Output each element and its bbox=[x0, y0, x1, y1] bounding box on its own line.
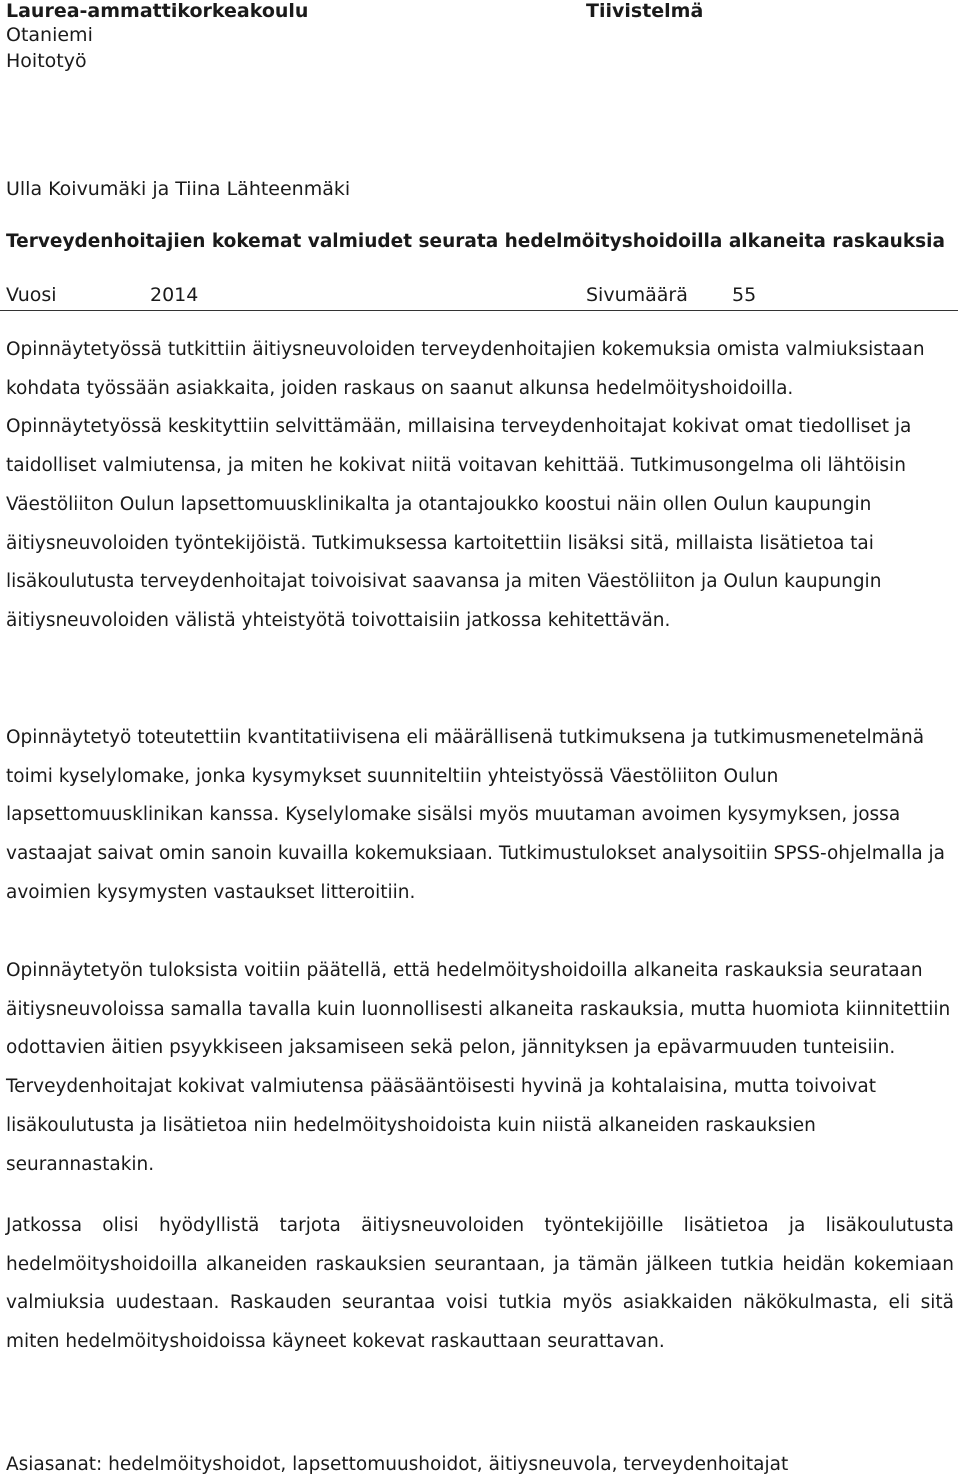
pages-label: Sivumäärä bbox=[586, 284, 688, 306]
year-label: Vuosi bbox=[6, 284, 57, 306]
abstract-paragraph-1: Opinnäytetyössä tutkittiin äitiysneuvoloiden terveydenhoitajien kokemuksia omista valmiuksistaan kohdata työssään asiakkaita, joiden raskaus on saanut alkunsa hedelmöityshoidoilla. Opinnäytetyössä keskityttiin selvittämään, millaisina terveydenhoitajat kokivat omat tiedolliset ja taidolliset valmiutensa, ja miten he kokivat niitä voitavan kehittää. Tutkimusongelma oli lähtöisin Väestöliiton Oulun lapsettomuusklinikalta ja otantajoukko koostui näin ollen Oulun kaupungin äitiysneuvoloiden työntekijöistä. Tutkimuksessa kartoitettiin lisäksi sitä, millaista lisätietoa tai lisäkoulutusta terveydenhoitajat toivoisivat saavansa ja miten Väestöliiton ja Oulun kaupungin äitiysneuvoloiden välistä yhteistyötä toivottaisiin jatkossa kehitettävän. bbox=[6, 339, 925, 631]
divider-line bbox=[0, 310, 958, 311]
institution-name: Laurea-ammattikorkeakoulu bbox=[6, 0, 309, 22]
keywords: Asiasanat: hedelmöityshoidot, lapsettomuushoidot, äitiysneuvola, terveydenhoitajat bbox=[6, 1454, 789, 1475]
campus-name: Otaniemi bbox=[6, 24, 93, 46]
thesis-title: Terveydenhoitajien kokemat valmiudet seurata hedelmöityshoidoilla alkaneita raskauksia bbox=[6, 231, 945, 252]
pages-value: 55 bbox=[732, 284, 757, 306]
authors: Ulla Koivumäki ja Tiina Lähteenmäki bbox=[6, 178, 351, 200]
document-type: Tiivistelmä bbox=[586, 0, 704, 22]
abstract-paragraph-4: Jatkossa olisi hyödyllistä tarjota äitiysneuvoloiden työntekijöille lisätietoa ja lisäkoulutusta hedelmöityshoidoilla alkaneiden raskauksien seurantaan, ja tämän jälkeen tutkia heidän kokemiaan valmiuksia uudestaan. Raskauden seurantaa voisi tutkia myös asiakkaiden näkökulmasta, eli sitä miten hedelmöityshoidoissa käyneet kokevat raskauttaan seurattavan. bbox=[6, 1215, 954, 1353]
abstract-paragraph-2: Opinnäytetyö toteutettiin kvantitatiivisena eli määrällisenä tutkimuksena ja tutkimusmenetelmänä toimi kyselylomake, jonka kysymykset suunniteltiin yhteistyössä Väestöliiton Oulun lapsettomuusklinikan kanssa. Kyselylomake sisälsi myös muutaman avoimen kysymyksen, jossa vastaajat saivat omin sanoin kuvailla kokemuksiaan. Tutkimustulokset analysoitiin SPSS-ohjelmalla ja avoimien kysymysten vastaukset litteroitiin. bbox=[6, 727, 946, 903]
degree-program: Hoitotyö bbox=[6, 50, 87, 72]
year-value: 2014 bbox=[150, 284, 199, 306]
abstract-paragraph-3: Opinnäytetyön tuloksista voitiin päätellä, että hedelmöityshoidoilla alkaneita raskauksia seurataan äitiysneuvoloissa samalla tavalla kuin luonnollisesti alkaneita raskauksia, mutta huomiota kiinnitettiin odottavien äitien psyykkiseen jaksamiseen sekä pelon, jännityksen ja epävarmuuden tunteisiin. Terveydenhoitajat kokivat valmiutensa pääsääntöisesti hyvinä ja kohtalaisina, mutta toivoivat lisäkoulutusta ja lisätietoa niin hedelmöityshoidoista kuin niistä alkaneiden raskauksien seurannastakin. bbox=[6, 960, 951, 1175]
